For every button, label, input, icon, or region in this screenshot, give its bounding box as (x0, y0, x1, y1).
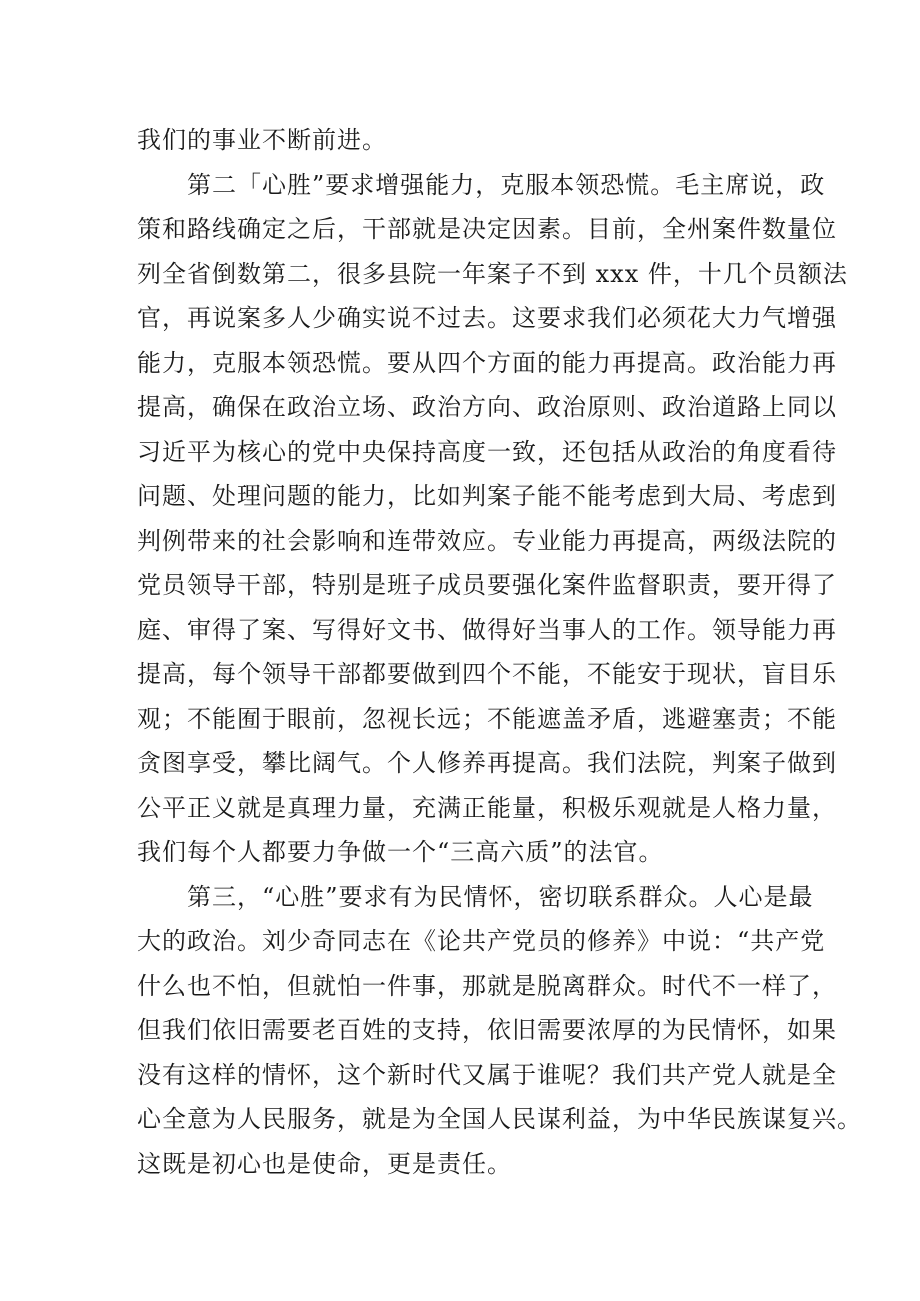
text-line: 习近平为核心的党中央保持高度一致，还包括从政治的角度看待 (137, 437, 837, 466)
text-line: 提高，确保在政治立场、政治方向、政治原则、政治道路上同以 (137, 393, 837, 421)
text-line: 提高，每个领导干部都要做到四个不能，不能安于现状，盲目乐 (137, 660, 837, 688)
text-line: 但我们依旧需要老百姓的支持，依旧需要浓厚的为民情怀，如果 (137, 1016, 837, 1044)
text-line: 观；不能囿于眼前，忽视长远；不能遮盖矛盾，逃避塞责；不能 (137, 704, 837, 733)
text-line: 问题、处理问题的能力，比如判案子能不能考虑到大局、考虑到 (137, 482, 837, 510)
text-line: 什么也不怕，但就怕一件事，那就是脱离群众。时代不一样了， (137, 971, 837, 1000)
text-line: 能力，克服本领恐慌。要从四个方面的能力再提高。政治能力再 (137, 348, 837, 377)
document-body (137, 118, 862, 1186)
text-line: 没有这样的情怀，这个新时代又属于谁呢？我们共产党人就是全 (137, 1060, 837, 1089)
text-line: 策和路线确定之后，干部就是决定因素。目前，全州案件数量位 (137, 215, 837, 243)
text-line: 贪图享受，攀比阔气。个人修养再提高。我们法院，判案子做到 (137, 749, 837, 777)
text-line: 这既是初心也是使命，更是责任。 (137, 1149, 512, 1178)
text-line: 庭、审得了案、写得好文书、做得好当事人的工作。领导能力再 (137, 615, 837, 644)
text-line: 列全省倒数第二，很多县院一年案子不到 xxx 件，十几个员额法 (137, 259, 848, 288)
text-line: 心全意为人民服务，就是为全国人民谋利益，为中华民族谋复兴。 (137, 1105, 862, 1133)
paragraph-start-line: 第二「心胜”要求增强能力，克服本领恐慌。毛主席说，政 (187, 170, 826, 199)
text-line: 我们的事业不断前进。 (137, 126, 387, 154)
text-line: 公平正义就是真理力量，充满正能量，积极乐观就是人格力量， (137, 793, 837, 822)
text-line: 官，再说案多人少确实说不过去。这要求我们必须花大力气增强 (137, 304, 837, 332)
text-line: 大的政治。刘少奇同志在《论共产党员的修养》中说：“共产党 (137, 927, 826, 955)
text-line: 判例带来的社会影响和连带效应。专业能力再提高，两级法院的 (137, 526, 837, 555)
paragraph-start-line: 第三，“心胜”要求有为民情怀，密切联系群众。人心是最 (187, 882, 814, 911)
text-line: 党员领导干部，特别是班子成员要强化案件监督职责，要开得了 (137, 571, 837, 599)
text-line: 我们每个人都要力争做一个“三高六质”的法官。 (137, 838, 664, 866)
